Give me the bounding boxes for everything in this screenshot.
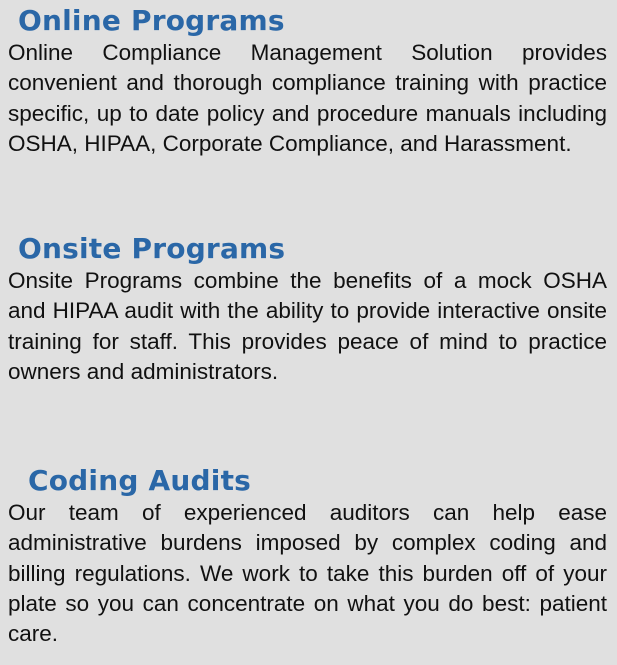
online-programs-heading: Online Programs <box>18 4 285 37</box>
section-onsite-programs <box>8 232 607 387</box>
section-online-programs <box>8 4 607 159</box>
online-programs-description: Online Compliance Management Solution provides convenient and thorough compliance training with practice specific, up to date policy and procedure manuals including OSHA, HIPAA, Corporate Compliance, and Harassment. <box>8 40 607 156</box>
onsite-programs-heading: Onsite Programs <box>18 232 286 265</box>
coding-audits-heading: Coding Audits <box>28 464 252 497</box>
coding-audits-description: Our team of experienced auditors can help ease administrative burdens imposed by complex coding and billing regulations. We work to take this burden off of your plate so you can concentrate on what you do best: patient care. <box>8 500 607 647</box>
section-coding-audits <box>8 464 607 649</box>
onsite-programs-description: Onsite Programs combine the benefits of a mock OSHA and HIPAA audit with the ability to provide interactive onsite training for staff. This provides peace of mind to practice owners and administrators. <box>8 268 607 384</box>
